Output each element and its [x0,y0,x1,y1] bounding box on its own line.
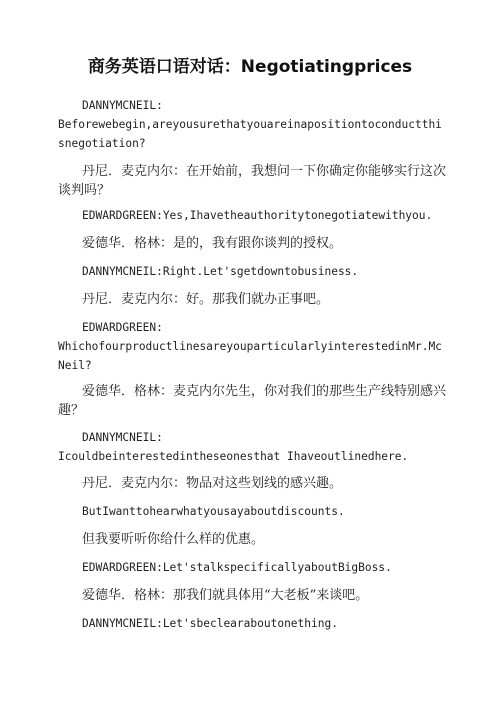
speaker-line: EDWARDGREEN: [82,321,163,334]
dialogue-line: DANNYMCNEIL:Let'sbeclearaboutonething. [82,617,338,630]
dialogue-line: EDWARDGREEN:Yes,Ihavetheauthoritytonegotiatewithyou. [82,209,433,222]
dialogue-line: ButIwanttohearwhatyousayaboutdiscounts. [82,505,345,518]
dialogue-line: 爱德华．格林：那我们就具体用“大老板”来谈吧。 [82,588,369,603]
dialogue-line: EDWARDGREEN:Let'stalkspecificallyaboutBigBoss. [82,561,392,574]
dialogue-line: Icouldbeinterestedintheseonesthat Ihaveoutlinedhere. [58,450,409,463]
dialogue-line: 爱德华．格林：是的，我有跟你谈判的授权。 [82,236,343,251]
dialogue-line: Beforewebegin,areyousurethatyouareinapositiontoconductthisnegotiation? [58,118,442,150]
speaker-line: DANNYMCNEIL: [82,431,163,444]
dialogue-line: 但我要听听你给什么样的优惠。 [82,532,265,547]
dialogue-line: WhichofourproductlinesareyouparticularlyinterestedinMr.McNeil? [58,340,442,372]
dialogue-line: 爱德华．格林：麦克内尔先生，你对我们的那些生产线特别感兴趣？ [58,384,447,418]
dialogue-line: 丹尼．麦克内尔：好。那我们就办正事吧。 [82,292,330,307]
page-title: 商务英语口语对话：Negotiatingprices [87,57,413,77]
dialogue-line: DANNYMCNEIL:Right.Let'sgetdowntobusiness. [82,265,359,278]
dialogue-line: 丹尼．麦克内尔：物品对这些划线的感兴趣。 [82,476,343,491]
speaker-line: DANNYMCNEIL: [82,99,163,112]
dialogue-line: 丹尼．麦克内尔：在开始前，我想问一下你确定你能够实行这次谈判吗？ [58,164,447,198]
